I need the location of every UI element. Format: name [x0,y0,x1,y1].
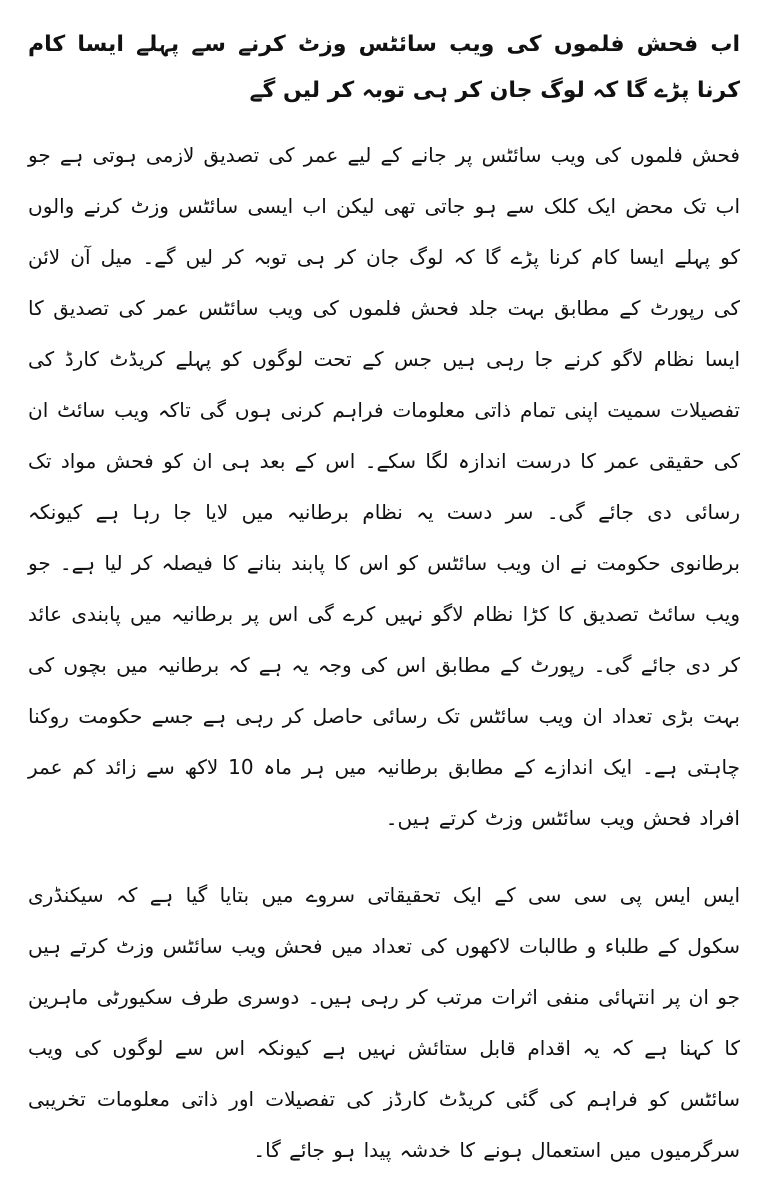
article-headline: اب فحش فلموں کی ویب سائٹس وزٹ کرنے سے پہلے ایسا کام کرنا پڑے گا کہ لوگ جان کر ہی توبہ کر لیں گے [28,32,740,103]
article-paragraph-2: ایس ایس پی سی سی کے ایک تحقیقاتی سروے میں بتایا گیا ہے کہ سیکنڈری سکول کے طلباء و طالبات لاکھوں کی تعداد میں فحش ویب سائٹس وزٹ کرتے ہیں جو ان پر انتہائی منفی اثرات مرتب کر رہی ہیں۔ دوسری طرف سکیورٹی ماہرین کا کہنا ہے کہ یہ اقدام قابل ستائش نہیں ہے کیونکہ اس سے لوگوں کی ویب سائٹس کو فراہم کی گئی کریڈٹ کارڈز کی تفصیلات اور ذاتی معلومات تخریبی سرگرمیوں میں استعمال ہونے کا خدشہ پیدا ہو جائے گا۔ [28,883,740,1162]
article-paragraph-1: فحش فلموں کی ویب سائٹس پر جانے کے لیے عمر کی تصدیق لازمی ہوتی ہے جو اب تک محض ایک کلک سے ہو جاتی تھی لیکن اب ایسی سائٹس وزٹ کرنے والوں کو پہلے ایسا کام کرنا پڑے گا کہ لوگ جان کر ہی توبہ کر لیں گے۔ میل آن لائن کی رپورٹ کے مطابق بہت جلد فحش فلموں کی ویب سائٹس عمر کی تصدیق کا ایسا نظام لاگو کرنے جا رہی ہیں جس کے تحت لوگوں کو پہلے کریڈٹ کارڈ کی تفصیلات سمیت اپنی تمام ذاتی معلومات فراہم کرنی ہوں گی تاکہ ویب سائٹ ان کی حقیقی عمر کا درست اندازہ لگا سکے۔ اس کے بعد ہی ان کو فحش مواد تک رسائی دی جائے گی۔ سر دست یہ نظام برطانیہ میں لایا جا رہا ہے کیونکہ برطانوی حکومت نے ان ویب سائٹس کو اس کا پابند بنانے کا فیصلہ کر لیا ہے۔ جو ویب سائٹ تصدیق کا کڑا نظام لاگو نہیں کرے گی اس پر برطانیہ میں پابندی عائد کر دی جائے گی۔ رپورٹ کے مطابق اس کی وجہ یہ ہے کہ برطانیہ میں بچوں کی بہت بڑی تعداد ان ویب سائٹس تک رسائی حاصل کر رہی ہے جسے حکومت روکنا چاہتی ہے۔ ایک اندازے کے مطابق برطانیہ میں ہر ماہ 10 لاکھ سے زائد کم عمر افراد فحش ویب سائٹس وزٹ کرتے ہیں۔ [28,143,740,830]
article [28,22,740,1202]
